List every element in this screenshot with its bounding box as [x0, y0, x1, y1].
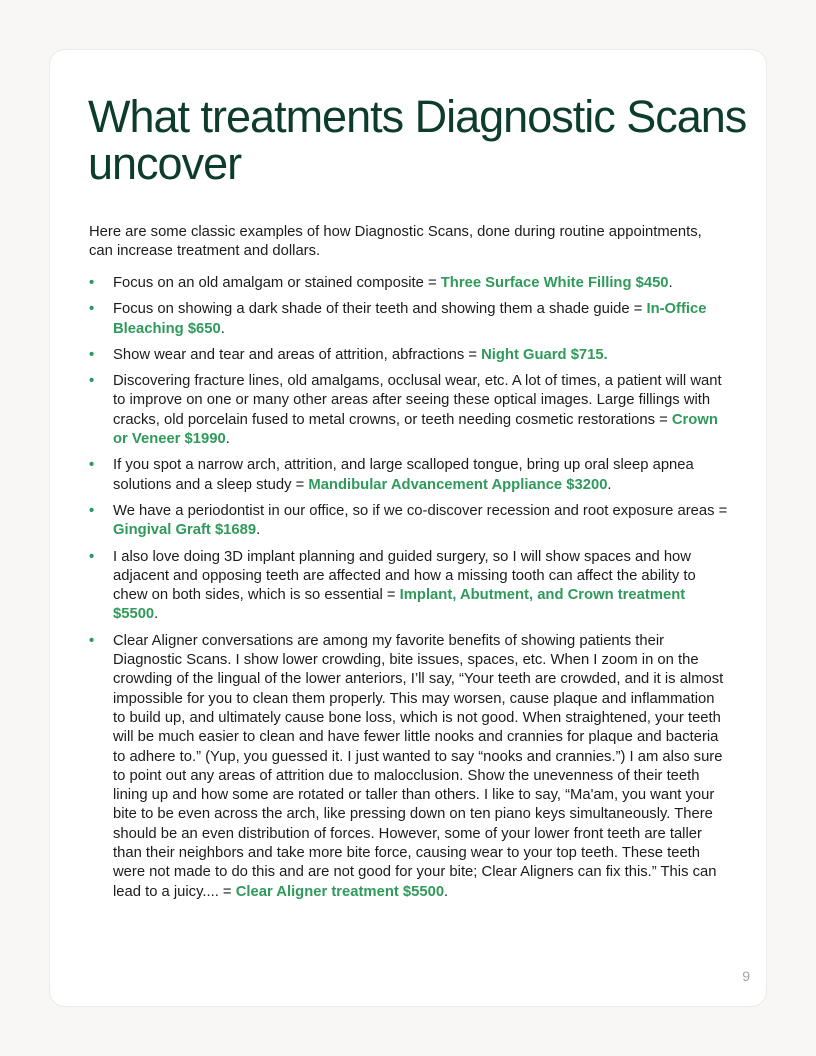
treatment-highlight: Three Surface White Filling $450	[440, 275, 669, 291]
list-item	[89, 502, 729, 541]
item-suffix: .	[607, 476, 612, 493]
item-text: We have a periodontist in our office, so if we co-discover recession and root exposure areas =	[113, 502, 728, 519]
list-item	[89, 548, 729, 625]
item-suffix: .	[444, 883, 449, 900]
item-text: Clear Aligner conversations are among my favorite benefits of showing patients their Diagnostic Scans. I show lower crowding, bite issues, spaces, etc. When I zoom in on the crowding of the lingual of the lower anteriors, I’ll say, “Your teeth are crowded, and it is almost impossible for you to clean them properly. This may worsen, cause plaque and inflammation to build up, and ultimately cause bone loss, which is not good. When straightened, your teeth will be much easier to clean and have fewer little nooks and crannies for plaque and bacteria to adhere to.” (Yup, you guessed it. I just wanted to say “nooks and crannies.”) I am also sure to point out any areas of attrition due to malocclusion. Show the unevenness of their teeth lining up and how some are rotated or taller than others. I like to say, “Ma'am, you want your bite to be even across the arch, like pressing down on ten piano keys simultaneously. There should be an even distribution of forces. However, some of your lower front teeth are taller than their neighbors and take more bite force, causing wear to your top teeth. These teeth were not made to do this and are not good for your bite; Clear Aligners can fix this.” This can lead to a juicy.... =	[113, 632, 724, 900]
bullet-icon: •	[89, 457, 95, 474]
page-title: What treatments Diagnostic Scans uncover	[88, 91, 747, 189]
bullet-icon: •	[89, 632, 95, 649]
treatment-highlight: Crown or Veneer $1990	[113, 411, 718, 448]
item-suffix: .	[220, 320, 225, 337]
treatment-highlight: Night Guard $715.	[481, 346, 608, 363]
item-text: Show wear and tear and areas of attrition, abfractions =	[113, 346, 482, 363]
page-number: 9	[742, 968, 750, 984]
treatment-highlight: Clear Aligner treatment $5500	[235, 883, 445, 900]
list-item	[89, 274, 729, 293]
item-text: If you spot a narrow arch, attrition, and large scalloped tongue, bring up oral sleep apnea solutions and a sleep study =	[113, 457, 694, 493]
list-item	[89, 300, 729, 339]
treatment-highlight: In-Office Bleaching $650	[113, 301, 707, 337]
bullet-icon: •	[89, 301, 95, 318]
bullet-icon: •	[89, 548, 95, 565]
list-item	[89, 632, 729, 902]
treatment-list	[89, 274, 729, 909]
treatment-highlight: Implant, Abutment, and Crown treatment $5500	[113, 587, 686, 623]
item-suffix: .	[154, 606, 159, 623]
bullet-icon: •	[89, 502, 95, 519]
intro-paragraph: Here are some classic examples of how Diagnostic Scans, done during routine appointments, can increase treatment and dollars.	[89, 224, 702, 260]
item-suffix: .	[256, 522, 261, 539]
item-suffix: .	[668, 275, 673, 291]
bullet-icon: •	[89, 275, 95, 291]
list-item	[89, 456, 729, 495]
list-item	[89, 372, 729, 449]
item-text: Focus on an old amalgam or stained composite =	[113, 275, 441, 291]
item-text: Discovering fracture lines, old amalgams, occlusal wear, etc. A lot of times, a patient will want to improve on one or many other areas after seeing these optical images. Large fillings with cracks, old porcelain fused to metal crowns, or teeth needing cosmetic restorations =	[113, 373, 722, 428]
bullet-icon: •	[89, 346, 95, 363]
list-item	[89, 346, 729, 365]
treatment-highlight: Mandibular Advancement Appliance $3200	[308, 476, 608, 493]
bullet-icon: •	[89, 373, 95, 390]
treatment-highlight: Gingival Graft $1689	[113, 522, 257, 539]
item-text: I also love doing 3D implant planning and guided surgery, so I will show spaces and how adjacent and opposing teeth are affected and how a missing tooth can affect the ability to chew on both sides, which is so essential =	[113, 548, 696, 604]
item-text: Focus on showing a dark shade of their teeth and showing them a shade guide =	[113, 301, 647, 318]
item-suffix: .	[225, 431, 230, 448]
